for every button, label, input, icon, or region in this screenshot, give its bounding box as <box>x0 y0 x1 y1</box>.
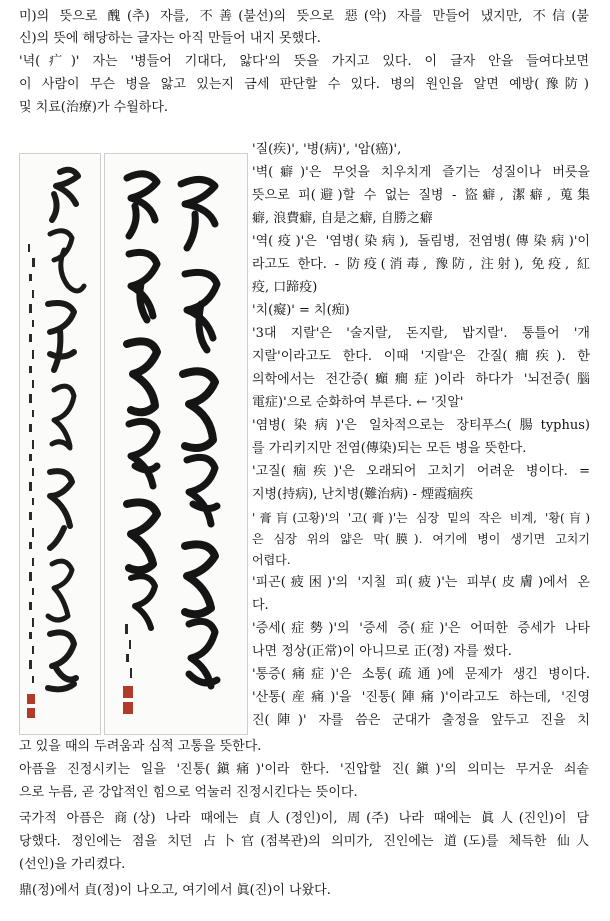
calligraphy-scroll-right <box>104 153 248 735</box>
text-line: '膏肓(고황)'의 '고(膏)'는 심장 밑의 작은 비계, '황(肓) <box>252 511 590 525</box>
text-line: 고 있을 때의 두려움과 심적 고통을 뜻한다. <box>19 739 262 754</box>
text-line: '염병(染病)'은 일차적으로는 장티푸스(腸typhus) <box>252 418 590 433</box>
text-line: '고질(痼疾)'은 오래되어 고치기 어려운 병이다. = <box>252 464 590 479</box>
text-line: 신)의 뜻에 해당하는 글자는 아직 만들어 내지 못했다. <box>19 31 321 46</box>
text-line: '3대 지랄'은 '술지랄, 돈지랄, 밥지랄'. 통틀어 '개 <box>252 326 590 341</box>
text-line: 지랄'이라고도 한다. 이때 '지랄'은 간질(癎疾). 한 <box>252 349 590 364</box>
text-line: 라고도 한다. - 防疫(消毒, 豫防, 注射), 免疫, 紅 <box>252 257 590 272</box>
text-line: 아픔을 진정시키는 일을 '진통(鎭痛)'이라 한다. '진압할 진(鎭)'의 의미는 무거운 쇠솥 <box>19 762 589 777</box>
text-line: 진(陣)' 자를 씀은 군대가 출정을 앞두고 진을 치 <box>252 713 590 728</box>
text-line: 지병(持病), 난치병(難治病) - 煙霞痼疾 <box>252 487 473 502</box>
text-line: 은 심장 위의 얇은 막(膜). 여기에 병이 생기면 고치기 <box>252 532 590 546</box>
text-line: '녁(疒)' 자는 '병들어 기대다, 앓다'의 뜻을 가지고 있다. 이 글자 안을 들여다보면 <box>19 54 589 69</box>
text-line: 를 가리키지만 전염(傳染)되는 모든 병을 뜻한다. <box>252 441 527 456</box>
text-line: 어렵다. <box>252 553 291 567</box>
text-line: '피곤(疲困)'의 '지칠 피(疲)'는 피부(皮膚)에서 온 <box>252 575 590 590</box>
text-line: '벽(癖)'은 무엇을 치우치게 즐기는 성질이나 버릇을 <box>252 165 590 180</box>
text-line: '치(癡)' = 치(痴) <box>252 303 350 318</box>
text-line: 癖, 浪費癖, 自是之癖, 自勝之癖 <box>252 211 433 226</box>
calligraphy-scroll-left <box>19 153 101 735</box>
text-line: 鼎(정)에서 貞(정)이 나오고, 여기에서 眞(진)이 나왔다. <box>19 883 331 898</box>
text-line: '증세(症勢)'의 '증세 증(症)'은 어떠한 증세가 나타 <box>252 621 590 636</box>
text-line: '역(疫)'은 '염병(染病), 돌림병, 전염병(傳染病)'이 <box>252 234 590 249</box>
text-line: 국가적 아픔은 商(상) 나라 때에는 貞人(정인)이, 周(주) 나라 때에는 眞人(진인)이 담 <box>19 811 589 826</box>
text-line: 당했다. 정인에는 점을 치던 占卜官(점복관)의 의미가, 진인에는 道(도)를 체득한 仙人 <box>19 834 589 849</box>
text-line: 이 사람이 무슨 병을 앓고 있는지 금세 판단할 수 있다. 병의 원인을 알면 예방(豫防) <box>19 77 589 92</box>
text-line: 나면 정상(正常)이 아니므로 正(정) 자를 썼다. <box>252 644 512 659</box>
text-line: '통증(痛症)'은 소통(疏通)에 문제가 생긴 병이다. <box>252 667 590 682</box>
text-line: 미)의 뜻으로 醜(추) 자를, 不善(불선)의 뜻으로 惡(악) 자를 만들어 냈지만, 不信(불 <box>19 9 589 24</box>
text-line: 疫, 口蹄疫) <box>252 280 318 295</box>
text-line: '질(疾)', '병(病)', '암(癌)', <box>252 142 402 157</box>
text-line: 으로 누름, 곧 강압적인 힘으로 억눌러 진정시킨다는 뜻이다. <box>19 785 358 800</box>
text-line: 다. <box>252 598 269 613</box>
text-line: 의학에서는 전간증(癲癎症)이라 하다가 '뇌전증(腦 <box>252 372 590 387</box>
text-line: '산통(産痛)'을 '진통(陣痛)'이라고도 하는데, '진영 <box>252 690 590 705</box>
text-line: (선인)을 가리켰다. <box>19 857 126 872</box>
text-line: 뜻으로 피(避)할 수 없는 질병 - 盜癖, 潔癖, 蒐集 <box>252 188 590 203</box>
text-line: 및 치료(治療)가 수월하다. <box>19 100 169 115</box>
text-line: 電症)'으로 순화하여 부른다. ← '짓알' <box>252 395 464 410</box>
